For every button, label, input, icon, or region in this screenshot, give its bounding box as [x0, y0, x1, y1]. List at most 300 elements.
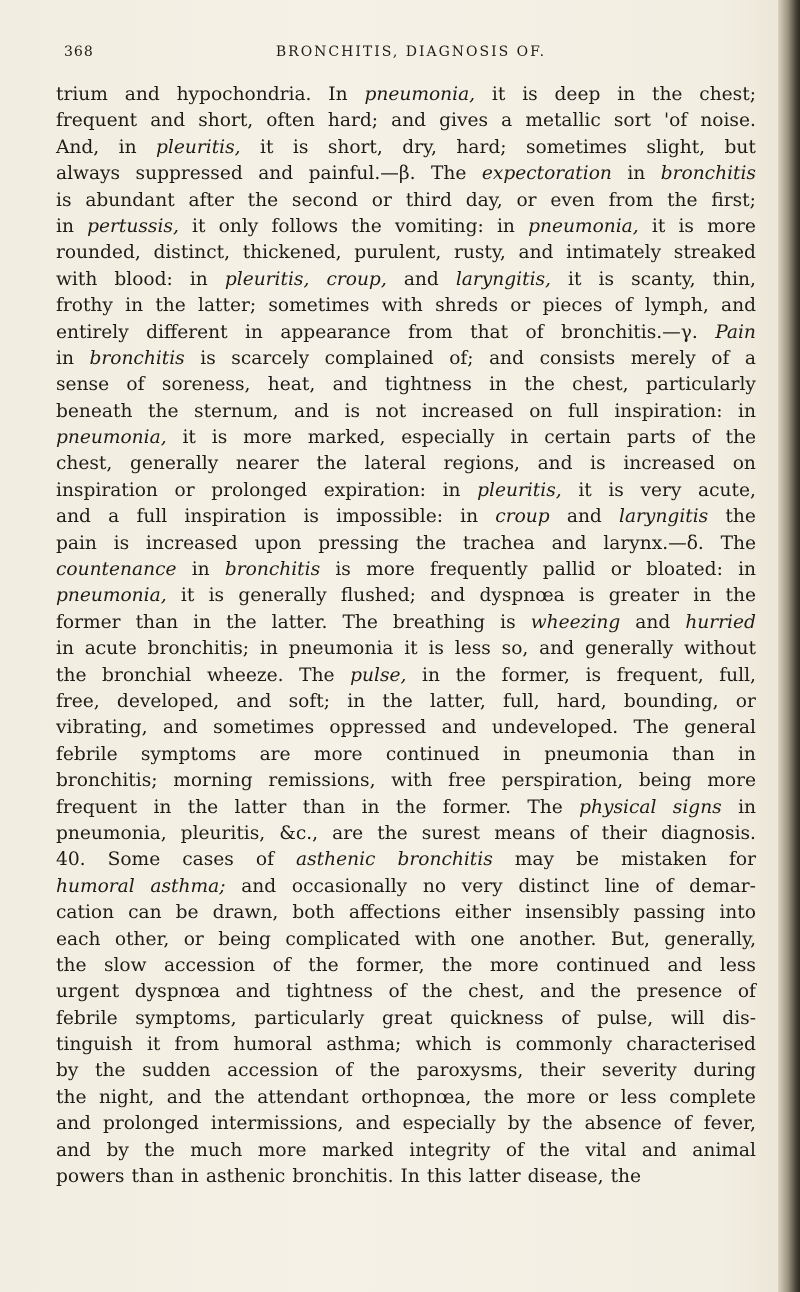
text: the: [226, 611, 257, 633]
word: [652, 214, 665, 240]
word: [402, 1111, 495, 1137]
page-number: 368: [64, 44, 94, 60]
text: scarcely: [231, 347, 310, 369]
word: [248, 188, 278, 214]
text: larynx.—δ.: [603, 532, 704, 554]
text: it: [568, 268, 582, 290]
text-line: [56, 346, 756, 372]
text: full: [567, 400, 599, 422]
text: less: [620, 1086, 657, 1108]
text: or: [510, 295, 531, 317]
text: no: [422, 875, 447, 897]
text: But,: [610, 928, 650, 950]
italic-text: expectoration: [481, 163, 612, 185]
word: [289, 689, 330, 715]
text: dis-: [722, 1007, 756, 1029]
word: [85, 188, 174, 214]
text: continued: [556, 954, 650, 976]
word: [456, 663, 486, 689]
text: the: [422, 981, 453, 1003]
text: in: [193, 611, 212, 633]
word: [322, 1138, 394, 1164]
word: [56, 636, 74, 662]
text: short,: [327, 136, 383, 158]
word: [56, 293, 113, 319]
word: [342, 610, 377, 636]
word: [633, 900, 705, 926]
text: full,: [719, 664, 756, 686]
text: the: [56, 664, 87, 686]
text-line: [56, 874, 756, 900]
word: [700, 108, 756, 134]
text: much: [190, 1139, 243, 1161]
word: [345, 399, 361, 425]
word: [268, 293, 369, 319]
word: [561, 320, 698, 346]
word: [621, 847, 707, 873]
text: in: [56, 638, 74, 660]
text: less: [719, 954, 756, 976]
text: and: [566, 506, 602, 528]
text: of: [691, 427, 710, 449]
word: [141, 742, 236, 768]
text: commonly: [515, 1034, 613, 1056]
word: [296, 847, 375, 873]
word: [510, 293, 530, 319]
word: [99, 1085, 154, 1111]
word: [56, 1085, 86, 1111]
word: [279, 821, 318, 847]
text: regions,: [443, 453, 520, 475]
text: of: [505, 1139, 524, 1161]
text: by: [507, 1113, 531, 1135]
text: for: [729, 849, 756, 871]
text: their: [601, 822, 647, 844]
text: in: [510, 427, 529, 449]
word: [294, 399, 329, 425]
text-line: [56, 372, 756, 398]
word: [529, 399, 552, 425]
word: [176, 900, 199, 926]
text: it: [404, 638, 418, 660]
text-line: [56, 188, 756, 214]
word: [699, 82, 756, 108]
text: heat,: [267, 374, 316, 396]
text: the: [455, 664, 487, 686]
word: [56, 188, 72, 214]
italic-text: pleuritis,: [224, 268, 310, 290]
text: the: [415, 532, 447, 554]
text: of: [525, 321, 544, 343]
word: [585, 1111, 662, 1137]
word: [506, 1138, 524, 1164]
text: the: [610, 1166, 642, 1188]
word: [241, 874, 276, 900]
word: [395, 214, 484, 240]
word: [56, 240, 141, 266]
text: pneumonia: [288, 638, 394, 660]
word: [738, 795, 756, 821]
text: and: [551, 532, 587, 554]
word: [332, 821, 363, 847]
word: [542, 1111, 572, 1137]
text: animal: [692, 1139, 756, 1161]
text: chest,: [572, 374, 629, 396]
text: symptoms,: [135, 1007, 237, 1029]
word: [611, 927, 650, 953]
word: [611, 557, 631, 583]
word: [292, 188, 358, 214]
text: latter,: [430, 690, 486, 712]
italic-text: wheezing: [530, 611, 621, 633]
word: [350, 663, 406, 689]
word: [56, 478, 158, 504]
text: first;: [711, 189, 756, 211]
text-line: [56, 82, 756, 108]
text: very: [461, 875, 503, 897]
word: [56, 1058, 78, 1084]
text: inspiration: [56, 479, 158, 501]
text: the: [539, 1139, 570, 1161]
text: with: [56, 268, 98, 290]
word: [725, 504, 755, 530]
word: [256, 847, 274, 873]
word: [664, 927, 756, 953]
text-line: [56, 108, 756, 134]
text: their: [539, 1060, 586, 1082]
text: and: [258, 163, 294, 185]
word: [89, 346, 184, 372]
word: [167, 1085, 202, 1111]
text: with: [414, 928, 456, 950]
text: the: [144, 1139, 175, 1161]
word: [56, 663, 86, 689]
word: [130, 451, 218, 477]
text: the: [382, 690, 413, 712]
word: [56, 953, 86, 979]
text: &c.,: [279, 822, 319, 844]
text: merely: [630, 347, 696, 369]
word: [190, 1138, 242, 1164]
word: [479, 583, 564, 609]
text: tightness: [286, 981, 373, 1003]
text: and: [539, 638, 575, 660]
text: is: [590, 453, 606, 475]
word: [56, 1006, 118, 1032]
word: [211, 1111, 344, 1137]
word: [200, 346, 216, 372]
word: [198, 108, 253, 134]
text: means: [494, 822, 556, 844]
word: [163, 715, 198, 741]
text: more: [313, 743, 363, 765]
word: [539, 636, 574, 662]
word: [631, 346, 696, 372]
word: [538, 451, 573, 477]
text: former: [56, 611, 121, 633]
word: [254, 1006, 364, 1032]
text: it: [180, 585, 195, 607]
text-line: [56, 478, 756, 504]
word: [108, 504, 119, 530]
text: the: [247, 189, 279, 211]
word: [325, 346, 434, 372]
word: [336, 504, 443, 530]
word: [56, 346, 74, 372]
word: [260, 742, 291, 768]
word: [268, 372, 315, 398]
text: The: [342, 611, 378, 633]
text: even: [550, 189, 595, 211]
word: [510, 425, 528, 451]
text: the: [542, 1113, 573, 1135]
word: [707, 214, 756, 240]
word: [707, 768, 756, 794]
word: [738, 557, 756, 583]
text: increased: [623, 453, 716, 475]
text: generally: [584, 638, 674, 660]
word: [292, 1164, 393, 1190]
text: in: [347, 690, 366, 712]
word: [455, 636, 491, 662]
word: [579, 583, 595, 609]
text: and: [641, 1139, 677, 1161]
text: generally: [238, 585, 327, 607]
text: other,: [114, 928, 170, 950]
text: deep: [554, 84, 601, 105]
text: expiration:: [323, 479, 426, 501]
text: rounded,: [56, 242, 141, 264]
text: and: [56, 1113, 91, 1135]
word: [56, 108, 137, 134]
word: [484, 1085, 514, 1111]
word: [721, 531, 756, 557]
word: [318, 531, 399, 557]
word: [192, 557, 210, 583]
text: short,: [198, 110, 254, 132]
text-line: [56, 320, 756, 346]
text: febrile: [56, 743, 118, 765]
word: [268, 768, 375, 794]
word: [254, 531, 301, 557]
word: [570, 821, 588, 847]
word: [567, 504, 602, 530]
word: [693, 1058, 756, 1084]
word: [624, 689, 719, 715]
text: purulent,: [354, 242, 442, 264]
text: bounding,: [623, 690, 719, 712]
word: [366, 557, 415, 583]
word: [56, 874, 135, 900]
word: [192, 214, 205, 240]
word: [674, 240, 756, 266]
word: [719, 900, 756, 926]
word: [56, 715, 148, 741]
text: the: [56, 1086, 87, 1108]
text: always: [56, 163, 121, 185]
text: rusty,: [453, 242, 506, 264]
text: bronchitis;: [147, 638, 250, 660]
word: [146, 320, 227, 346]
word: [611, 1164, 641, 1190]
text: dry,: [402, 136, 437, 158]
text: in: [489, 374, 508, 396]
word: [341, 583, 416, 609]
text: both: [292, 902, 335, 924]
text: absence: [584, 1113, 662, 1135]
word: [502, 663, 570, 689]
text: sort: [613, 110, 651, 132]
word: [544, 742, 649, 768]
text: is: [208, 585, 225, 607]
word: [125, 293, 143, 319]
word: [555, 82, 601, 108]
word: [150, 108, 185, 134]
text-line: [56, 135, 756, 161]
word: [661, 161, 756, 187]
word: [292, 900, 335, 926]
text: undeveloped.: [491, 717, 619, 739]
word: [289, 636, 394, 662]
word: [667, 953, 702, 979]
word: [531, 610, 621, 636]
word: [356, 953, 424, 979]
text: In: [400, 1166, 420, 1188]
word: [227, 1058, 318, 1084]
word: [655, 874, 673, 900]
word: [524, 372, 554, 398]
text: the: [524, 374, 555, 396]
word: [402, 135, 437, 161]
text-line: [56, 399, 756, 425]
word: [448, 768, 486, 794]
word: [131, 1164, 174, 1190]
word: [713, 267, 756, 293]
word: [684, 636, 756, 662]
word: [181, 1164, 199, 1190]
word: [711, 346, 729, 372]
word: [181, 583, 194, 609]
text: follows: [271, 215, 339, 237]
text: of: [255, 849, 274, 871]
text: so,: [501, 638, 529, 660]
word: [56, 82, 108, 108]
word: [273, 953, 291, 979]
text: is: [56, 189, 72, 211]
text: after: [188, 189, 234, 211]
text: free,: [56, 690, 100, 712]
word: [540, 979, 575, 1005]
text: bronchitis;: [56, 770, 158, 792]
word: [726, 583, 756, 609]
text: and: [391, 110, 427, 132]
word: [428, 636, 444, 662]
word: [56, 214, 74, 240]
word: [136, 504, 167, 530]
word: [518, 874, 589, 900]
text: pain: [56, 532, 97, 554]
word: [148, 399, 178, 425]
text: attendant: [257, 1086, 349, 1108]
text: noise.: [700, 110, 756, 132]
word: [415, 1032, 471, 1058]
word: [214, 1085, 244, 1111]
word: [333, 372, 368, 398]
word: [522, 82, 538, 108]
text: former,: [501, 664, 570, 686]
text: and: [403, 268, 439, 290]
word: [142, 1058, 210, 1084]
text: pneumonia,: [56, 822, 167, 844]
text: than: [672, 743, 715, 765]
word: [540, 346, 616, 372]
text: bronchial: [102, 664, 192, 686]
word: [209, 583, 225, 609]
text: and: [235, 981, 271, 1003]
word: [518, 240, 553, 266]
word: [733, 451, 756, 477]
text: by: [56, 1060, 79, 1082]
italic-text: laryngitis,: [455, 268, 551, 290]
word: [745, 346, 756, 372]
word: [627, 161, 645, 187]
text: second: [291, 189, 358, 211]
word: [515, 847, 554, 873]
word: [689, 874, 756, 900]
italic-text: pleuritis,: [477, 479, 562, 501]
text: and: [667, 954, 703, 976]
word: [271, 214, 338, 240]
word: [136, 610, 179, 636]
word: [501, 108, 512, 134]
text: it: [182, 427, 196, 449]
text: or: [735, 690, 756, 712]
text: another.: [518, 928, 597, 950]
word: [328, 82, 347, 108]
text: distinct,: [153, 242, 231, 264]
word: [667, 188, 697, 214]
word: [56, 451, 112, 477]
word: [503, 742, 521, 768]
text: of: [737, 981, 756, 1003]
text: during: [693, 1060, 756, 1082]
text: soreness,: [161, 374, 251, 396]
word: [615, 293, 633, 319]
word: [489, 372, 507, 398]
text: the: [651, 84, 683, 105]
word: [292, 874, 407, 900]
text: it: [491, 84, 506, 105]
text: the: [441, 954, 473, 976]
text: or: [183, 928, 204, 950]
text: vibrating,: [56, 717, 148, 739]
word: [450, 1006, 544, 1032]
text: prolonged: [211, 479, 308, 501]
word: [544, 425, 611, 451]
text: chest,: [56, 453, 113, 475]
text: quickness: [449, 1007, 544, 1029]
text: in: [259, 638, 278, 660]
word: [308, 425, 386, 451]
text: generally,: [664, 928, 756, 950]
text-line: [56, 504, 756, 530]
word: [314, 742, 363, 768]
italic-text: pneumonia,: [56, 585, 167, 607]
text: in: [617, 84, 636, 105]
word: [502, 768, 624, 794]
text: former.: [442, 796, 512, 818]
text: and: [430, 585, 466, 607]
